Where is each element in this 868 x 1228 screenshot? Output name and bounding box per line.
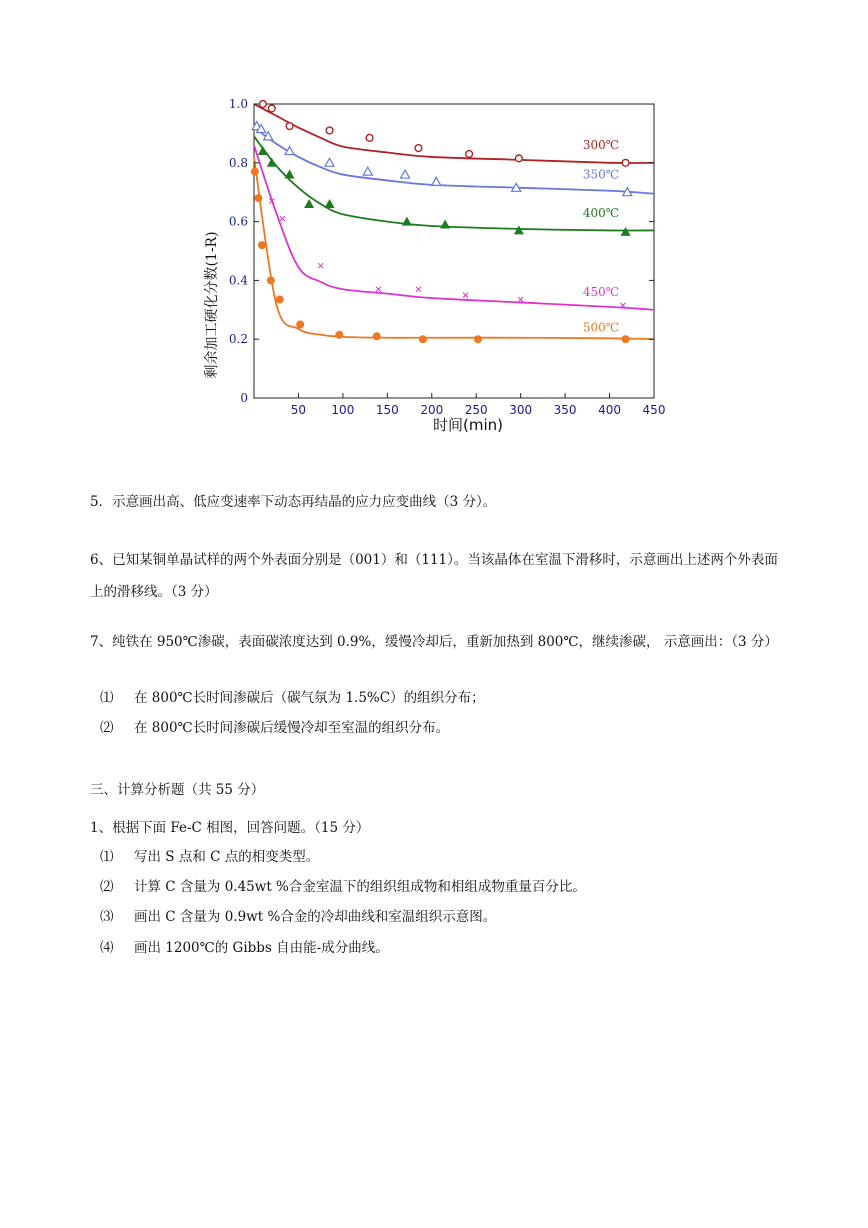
item-text: 画出 C 含量为 0.9wt %合金的冷却曲线和室温组织示意图。 [134,909,497,925]
data-point [325,158,334,166]
data-point [259,101,266,108]
data-point [296,321,304,329]
data-point [415,145,422,152]
item-number: ⑵ [100,879,114,895]
y-tick-label: 1.0 [228,97,248,111]
item-text: 写出 S 点和 C 点的相变类型。 [134,849,320,865]
section-3-question-1: 1、根据下面 Fe-C 相图，回答问题。（15 分） [90,820,370,836]
item-number: ⑵ [100,720,114,736]
data-point [267,158,277,167]
data-point [518,297,523,302]
item-text: 画出 1200℃的 Gibbs 自由能-成分曲线。 [134,940,389,956]
series-label: 450℃ [582,285,620,300]
data-point [325,199,335,208]
item-text: 在 800℃长时间渗碳后（碳气氛为 1.5%C）的组织分布； [134,690,485,706]
data-point [463,293,468,298]
y-axis-label: 剩余加工硬化分数(1-R) [204,231,220,379]
y-tick-label: 0 [240,391,248,405]
s3q1-item-3 [100,907,496,927]
x-tick-label: 350 [553,403,577,417]
data-point [286,123,293,130]
question-6: 6、已知某铜单晶试样的两个外表面分别是（001）和（111）。当该晶体在室温下滑移时，示意画出上述两个外表面上的滑移线。（3 分） [90,552,778,600]
x-tick-label: 250 [464,403,488,417]
x-tick-label: 50 [290,403,307,417]
data-point [622,335,630,343]
recovery-chart [196,88,676,440]
data-point [285,170,295,179]
x-tick-label: 400 [598,403,622,417]
item-number: ⑷ [100,940,114,956]
x-tick-label: 300 [509,403,533,417]
data-point [515,155,522,162]
data-point [440,220,450,229]
data-point [514,225,524,234]
item-number: ⑶ [100,909,114,925]
y-tick-label: 0.4 [228,273,248,288]
item-number: ⑴ [100,849,114,865]
data-point [366,134,373,141]
data-point [335,331,343,339]
y-tick-label: 0.6 [228,214,248,229]
q7-item-1 [100,688,485,708]
data-markers [251,101,632,344]
data-point [318,263,323,268]
fit-curve-0 [254,104,654,163]
data-point [276,296,284,304]
x-axis-label: 时间(min) [433,416,503,434]
data-point [474,335,482,343]
series-label: 400℃ [582,205,620,220]
question-5: 5．示意画出高、低应变速率下动态再结晶的应力应变曲线（3 分）。 [90,494,497,510]
data-point [258,241,266,249]
y-tick-label: 0.2 [228,332,248,347]
data-point [254,194,262,202]
data-point [251,168,259,176]
data-point [376,287,381,292]
x-tick-label: 100 [331,403,355,417]
y-tick-label: 0.8 [228,155,248,170]
s3q1-item-1 [100,847,319,867]
x-tick-label: 150 [375,403,399,417]
data-point [280,216,285,221]
data-point [466,151,473,158]
question-7: 7、纯铁在 950℃渗碳，表面碳浓度达到 0.9%，缓慢冷却后，重新加热到 800℃，继续渗碳， 示意画出：（3 分） [90,634,778,650]
x-tick-label: 450 [642,403,666,417]
section-3-heading: 三、计算分析题（共 55 分） [90,782,265,798]
series-label: 300℃ [582,138,620,153]
data-point [326,127,333,134]
data-point [622,159,629,166]
q7-item-2 [100,718,449,738]
x-tick-label: 200 [420,403,444,417]
data-point [267,276,275,284]
data-point [268,105,275,112]
data-point [401,170,410,178]
item-text: 计算 C 含量为 0.45wt %合金室温下的组织组成物和相组成物重量百分比。 [134,879,586,895]
fit-curve-4 [254,157,654,339]
item-text: 在 800℃长时间渗碳后缓慢冷却至室温的组织分布。 [134,720,450,736]
data-point [258,146,268,155]
data-point [416,287,421,292]
data-point [432,177,441,185]
data-point [402,217,412,226]
series-label: 350℃ [582,167,620,182]
data-point [419,335,427,343]
data-point [373,332,381,340]
data-point [363,167,372,175]
data-point [304,199,314,208]
s3q1-item-4 [100,938,389,958]
item-number: ⑴ [100,690,114,706]
series-label: 500℃ [582,320,620,335]
s3q1-item-2 [100,877,586,897]
